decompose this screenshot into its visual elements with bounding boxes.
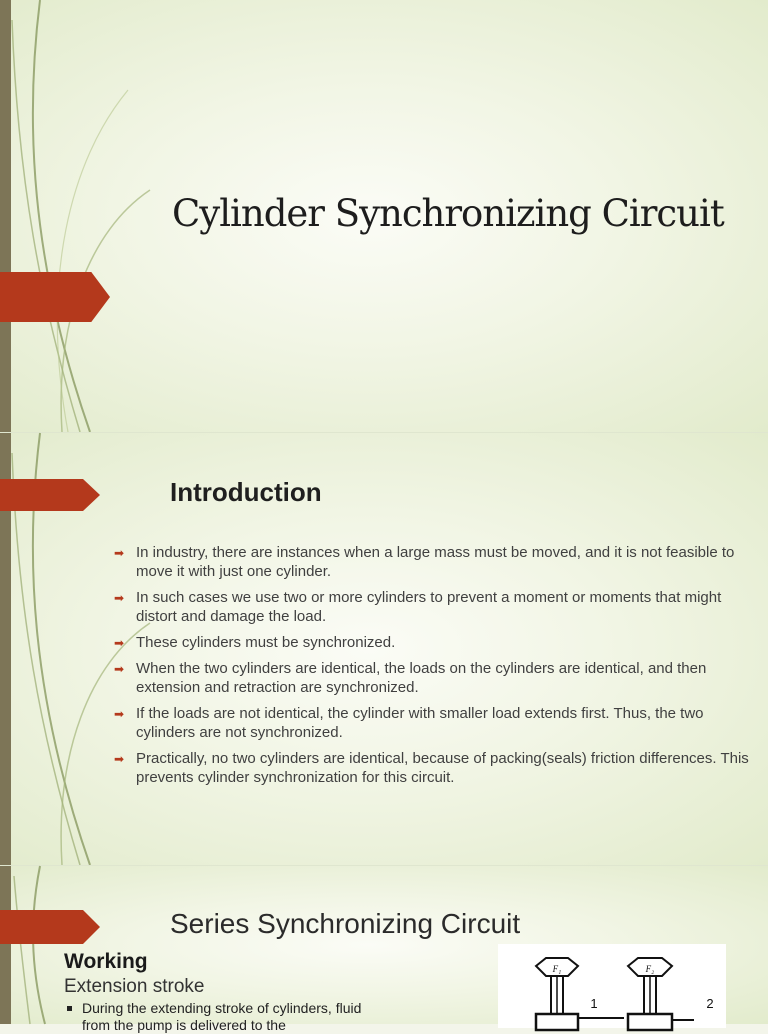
list-item: ➡ When the two cylinders are identical, the loads on the cylinders are identical, and then extension and retraction are synchronized. (114, 660, 707, 696)
introduction-slide (0, 433, 768, 865)
accent-tab (0, 479, 100, 511)
bullet-list (114, 543, 754, 794)
load2-label: F₂ (645, 964, 655, 974)
list-item: ➡ Practically, no two cylinders are identical, because of packing(seals) friction differences. This prevents cylinder synchronization for this circuit. (114, 750, 749, 786)
section-subheading: Extension stroke (64, 976, 205, 997)
arrow-bullet-icon: ➡ (114, 636, 125, 650)
circuit-diagram (498, 944, 726, 1028)
section-heading: Working (64, 950, 148, 973)
arrow-bullet-icon: ➡ (114, 752, 125, 766)
arrow-bullet-icon: ➡ (114, 662, 125, 676)
load1-label: F₁ (552, 964, 562, 974)
accent-tab (0, 272, 110, 322)
list-item: ➡ In such cases we use two or more cylinders to prevent a moment or moments that might distort and damage the load. (114, 589, 722, 625)
list-item: ➡ These cylinders must be synchronized. (114, 634, 396, 651)
slide-title: Cylinder Synchronizing Circuit (172, 192, 724, 235)
series-circuit-slide (0, 866, 768, 1033)
swoosh-decoration (0, 0, 160, 432)
accent-tab (0, 910, 100, 944)
arrow-bullet-icon: ➡ (114, 707, 125, 721)
arrow-bullet-icon: ➡ (114, 591, 125, 605)
slide-title: Series Synchronizing Circuit (170, 908, 521, 939)
slide-title: Introduction (170, 477, 322, 507)
square-bullet-icon (67, 1006, 72, 1011)
list-item: ➡ If the loads are not identical, the cylinder with smaller load extends first. Thus, the two cylinders are not synchronized. (114, 705, 704, 741)
cylinder-diagram-graphic (498, 944, 726, 1028)
arrow-bullet-icon: ➡ (114, 546, 125, 560)
bullet-list (64, 1000, 384, 1034)
title-slide (0, 0, 768, 432)
list-item: ➡ In industry, there are instances when a large mass must be moved, and it is not feasible to move it with just one cylinder. (114, 544, 735, 580)
cylinder2-number: 2 (706, 996, 714, 1011)
cylinder1-number: 1 (590, 996, 598, 1011)
list-item: During the extending stroke of cylinders, fluid from the pump is delivered to the (64, 1000, 384, 1034)
